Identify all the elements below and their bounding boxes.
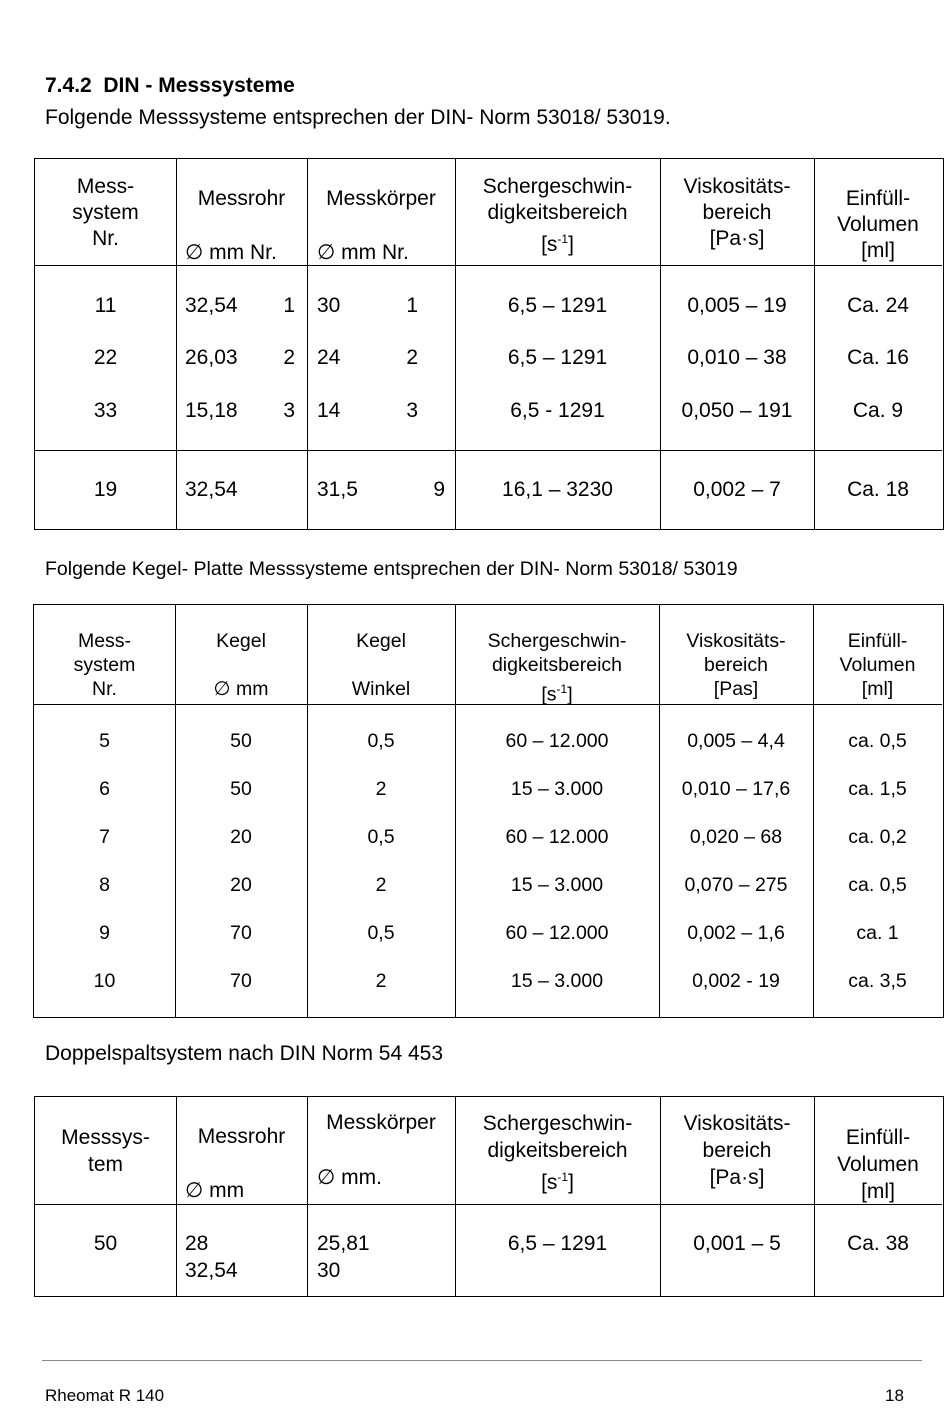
column-header: Schergeschwin-: [487, 630, 627, 652]
column-header: ∅ mm Nr.: [317, 241, 409, 264]
table-cell: 28: [185, 1232, 209, 1255]
table-cell: 32,54: [185, 294, 238, 317]
table-cell: 2: [375, 874, 387, 896]
table-cell: 0,050 – 191: [681, 399, 793, 422]
column-header: Nr.: [92, 227, 119, 250]
din-table: [34, 158, 944, 530]
table-cell: Ca. 38: [847, 1232, 909, 1255]
column-header: [Pa·s]: [709, 227, 765, 250]
table-cell: 31,5: [317, 478, 358, 501]
table-cell: Ca. 18: [847, 478, 909, 501]
table-cell: 1: [406, 294, 418, 317]
table-cell: 16,1 – 3230: [502, 478, 613, 501]
page-number: 18: [885, 1386, 904, 1405]
column-header: system: [73, 654, 136, 676]
table-cell: ca. 1,5: [848, 778, 907, 800]
footer-title: Rheomat R 140: [45, 1386, 165, 1405]
table-cell: 0,002 - 19: [692, 970, 780, 992]
table-cell: 24: [317, 346, 341, 369]
table-cell: 0,5: [367, 826, 395, 848]
kegel-table: [33, 604, 944, 1018]
column-header: Mess-: [77, 630, 132, 652]
table-cell: 15 – 3.000: [510, 778, 604, 800]
table-cell: 0,002 – 1,6: [687, 922, 785, 944]
column-header: ∅ mm Nr.: [185, 241, 277, 264]
table-cell: 25,81: [317, 1232, 370, 1255]
column-header: Volumen: [837, 1153, 919, 1176]
column-header: [ml]: [861, 678, 894, 700]
table-cell: 26,03: [185, 346, 238, 369]
column-header: Messrohr: [197, 1125, 286, 1148]
table-cell: 50: [230, 778, 252, 800]
column-header: ∅ mm: [185, 1179, 245, 1202]
table-cell: 0,010 – 38: [687, 346, 787, 369]
column-header: system: [72, 201, 139, 224]
table-cell: ca. 0,5: [848, 730, 907, 752]
table-cell: 0,070 – 275: [684, 874, 788, 896]
doppel-intro: Doppelspaltsystem nach DIN Norm 54 453: [45, 1042, 444, 1065]
kegel-intro: Folgende Kegel- Platte Messsysteme entsprechen der DIN- Norm 53018/ 53019: [45, 558, 738, 580]
section-subtitle: Folgende Messsysteme entsprechen der DIN- Norm 53018/ 53019.: [45, 106, 671, 129]
table-cell: 9: [433, 478, 445, 501]
column-header: [ml]: [861, 1180, 895, 1203]
table-cell: 1: [283, 294, 295, 317]
table-cell: 0,5: [367, 730, 395, 752]
table-cell: 9: [99, 922, 110, 944]
table-cell: Ca. 24: [847, 294, 909, 317]
table-cell: 10: [93, 970, 116, 992]
table-cell: Ca. 16: [847, 346, 909, 369]
column-header: Mess-: [76, 175, 135, 198]
table-column-rule: [176, 159, 177, 529]
column-header: Messkörper: [326, 187, 436, 210]
column-header: digkeitsbereich: [491, 654, 623, 676]
column-header: Viskositäts-: [683, 1112, 791, 1135]
column-header: Einfüll-: [845, 187, 911, 210]
section-heading: 7.4.2 DIN - Messsysteme: [45, 74, 295, 97]
footer-rule: [42, 1360, 922, 1361]
column-header: Viskositäts-: [686, 630, 786, 652]
column-header: $[s^{-1}]$: [541, 1170, 574, 1194]
table-cell: 0,010 – 17,6: [681, 778, 791, 800]
table-column-rule: [307, 605, 308, 1017]
table-row-rule: [35, 265, 942, 266]
table-cell: 50: [93, 1232, 118, 1255]
table-cell: 15 – 3.000: [510, 874, 604, 896]
column-header: Kegel: [216, 630, 266, 652]
table-cell: 60 – 12.000: [505, 826, 609, 848]
table-cell: ca. 0,2: [848, 826, 907, 848]
table-cell: 15 – 3.000: [510, 970, 604, 992]
table-cell: 70: [230, 922, 252, 944]
column-header: Messkörper: [326, 1111, 436, 1134]
column-header: Schergeschwin-: [482, 175, 633, 198]
table-cell: 6,5 – 1291: [507, 294, 608, 317]
table-cell: 0,005 – 4,4: [687, 730, 785, 752]
table-cell: 6,5 – 1291: [507, 1232, 608, 1255]
column-header: bereich: [704, 654, 768, 676]
column-header: [Pas]: [713, 678, 759, 700]
table-row-rule: [35, 450, 942, 451]
column-header: [ml]: [861, 239, 895, 262]
table-cell: 3: [283, 399, 295, 422]
column-header: $[s^{-1}]$: [541, 232, 574, 256]
table-column-rule: [307, 159, 308, 529]
table-cell: 11: [94, 294, 117, 317]
table-cell: 6,5 - 1291: [510, 399, 605, 422]
table-cell: 2: [406, 346, 418, 369]
column-header: Einfüll-: [847, 630, 908, 652]
table-cell: ca. 0,5: [848, 874, 907, 896]
table-cell: 22: [93, 346, 118, 369]
table-cell: 0,002 – 7: [693, 478, 781, 501]
table-row-rule: [35, 1204, 942, 1205]
table-cell: 33: [93, 399, 118, 422]
column-header: ∅ mm.: [317, 1166, 382, 1189]
table-cell: 30: [317, 294, 341, 317]
table-cell: 2: [283, 346, 295, 369]
column-header: Einfüll-: [845, 1126, 911, 1149]
table-cell: 32,54: [185, 478, 238, 501]
column-header: ∅ mm: [213, 678, 269, 700]
table-cell: 3: [406, 399, 418, 422]
doppel-table: [34, 1096, 944, 1297]
table-cell: ca. 3,5: [848, 970, 907, 992]
column-header: Schergeschwin-: [482, 1112, 633, 1135]
table-cell: 19: [93, 478, 118, 501]
table-cell: 30: [317, 1259, 341, 1282]
column-header: digkeitsbereich: [487, 1139, 628, 1162]
table-cell: 60 – 12.000: [505, 730, 609, 752]
table-cell: 20: [230, 826, 252, 848]
table-cell: 0,005 – 19: [687, 294, 787, 317]
column-header: Kegel: [356, 630, 406, 652]
table-cell: 0,5: [367, 922, 395, 944]
table-cell: 8: [99, 874, 110, 896]
table-cell: ca. 1: [856, 922, 899, 944]
table-cell: 60 – 12.000: [505, 922, 609, 944]
table-cell: 0,001 – 5: [693, 1232, 781, 1255]
column-header: digkeitsbereich: [487, 201, 628, 224]
column-header: $[s^{-1}]$: [541, 682, 573, 706]
table-cell: 7: [99, 826, 110, 848]
table-cell: 15,18: [185, 399, 238, 422]
column-header: Messsys-: [61, 1126, 150, 1149]
table-cell: 20: [230, 874, 252, 896]
table-cell: 6,5 – 1291: [507, 346, 608, 369]
table-cell: 6: [99, 778, 110, 800]
column-header: Viskositäts-: [683, 175, 791, 198]
table-cell: Ca. 9: [852, 399, 904, 422]
table-cell: 5: [99, 730, 110, 752]
table-cell: 0,020 – 68: [689, 826, 783, 848]
table-cell: 2: [375, 778, 387, 800]
column-header: Winkel: [351, 678, 411, 700]
column-header: [Pa·s]: [709, 1166, 765, 1189]
table-column-rule: [175, 605, 176, 1017]
column-header: Volumen: [837, 213, 919, 236]
column-header: Messrohr: [197, 187, 286, 210]
table-cell: 32,54: [185, 1259, 238, 1282]
column-header: Volumen: [839, 654, 916, 676]
column-header: tem: [87, 1153, 123, 1176]
table-cell: 2: [375, 970, 387, 992]
table-cell: 70: [230, 970, 252, 992]
table-cell: 50: [230, 730, 252, 752]
column-header: Nr.: [92, 678, 117, 700]
column-header: bereich: [702, 201, 772, 224]
table-cell: 14: [317, 399, 341, 422]
column-header: bereich: [702, 1139, 772, 1162]
